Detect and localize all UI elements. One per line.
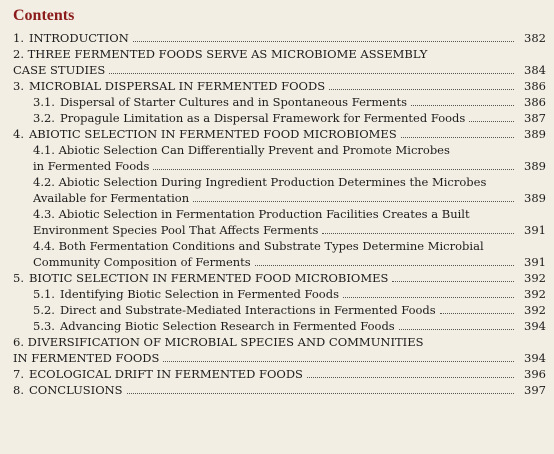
entry-page: 397 xyxy=(524,383,546,397)
entry-number: 4.4. xyxy=(33,239,55,253)
entry-title: Advancing Biotic Selection Research in Fermented Foods xyxy=(59,319,395,333)
entry-page: 382 xyxy=(524,31,546,45)
dot-leader xyxy=(343,297,514,298)
entry-number: 2. xyxy=(13,47,24,61)
entry-number: 4.2. xyxy=(33,175,55,189)
entry-title: Dispersal of Starter Cultures and in Spontaneous Ferments xyxy=(59,95,408,109)
entry-page: 391 xyxy=(524,223,546,237)
entry-number: 5.1. xyxy=(33,287,55,301)
entry-title: CONCLUSIONS xyxy=(28,383,123,397)
entry-title: Both Fermentation Conditions and Substrate Types Determine Microbial xyxy=(58,239,484,253)
dot-leader xyxy=(440,313,514,314)
entry-page: 389 xyxy=(524,127,546,141)
entry-title-continued: Available for Fermentation xyxy=(33,191,190,205)
toc-entry-8[interactable] xyxy=(13,382,546,398)
toc-entry-6-line2[interactable] xyxy=(13,350,546,366)
dot-leader xyxy=(193,201,514,202)
dot-leader xyxy=(307,377,514,378)
entry-number: 6. xyxy=(13,335,24,349)
entry-title: BIOTIC SELECTION IN FERMENTED FOOD MICROBIOMES xyxy=(28,271,389,285)
toc-entry-4-4-line1[interactable] xyxy=(13,238,546,254)
entry-title: THREE FERMENTED FOODS SERVE AS MICROBIOME ASSEMBLY xyxy=(27,47,428,61)
toc-entry-3-2[interactable] xyxy=(13,110,546,126)
toc-entry-4-1-line2[interactable] xyxy=(13,158,546,174)
toc-entry-7[interactable] xyxy=(13,366,546,382)
entry-page: 391 xyxy=(524,255,546,269)
entry-title: Direct and Substrate-Mediated Interactions in Fermented Foods xyxy=(59,303,436,317)
entry-page: 387 xyxy=(524,111,546,125)
toc-entry-4-1-line1[interactable] xyxy=(13,142,546,158)
entry-title-continued: Environment Species Pool That Affects Ferments xyxy=(33,223,319,237)
toc-entry-5[interactable] xyxy=(13,270,546,286)
dot-leader xyxy=(153,169,514,170)
entry-number: 7. xyxy=(13,367,24,381)
toc-entry-4-4-line2[interactable] xyxy=(13,254,546,270)
toc-entry-1[interactable] xyxy=(13,30,546,46)
toc-entry-2-line1[interactable] xyxy=(13,46,546,62)
toc-entry-4-3-line2[interactable] xyxy=(13,222,546,238)
dot-leader xyxy=(329,89,514,90)
dot-leader xyxy=(109,73,514,74)
entry-page: 394 xyxy=(524,351,546,365)
toc-entry-4-2-line2[interactable] xyxy=(13,190,546,206)
toc-entry-6-line1[interactable] xyxy=(13,334,546,350)
toc-entry-4[interactable] xyxy=(13,126,546,142)
dot-leader xyxy=(401,137,514,138)
entry-page: 389 xyxy=(524,191,546,205)
toc-entry-2-line2[interactable] xyxy=(13,62,546,78)
entry-number: 1. xyxy=(13,31,24,45)
entry-title: Identifying Biotic Selection in Fermented Foods xyxy=(59,287,339,301)
entry-title-continued: IN FERMENTED FOODS xyxy=(13,351,160,365)
entry-number: 3.1. xyxy=(33,95,55,109)
toc-entry-5-1[interactable] xyxy=(13,286,546,302)
dot-leader xyxy=(163,361,514,362)
entry-number: 4.1. xyxy=(33,143,55,157)
entry-title: Abiotic Selection During Ingredient Production Determines the Microbes xyxy=(58,175,487,189)
entry-number: 4. xyxy=(13,127,24,141)
entry-number: 4.3. xyxy=(33,207,55,221)
entry-title: DIVERSIFICATION OF MICROBIAL SPECIES AND COMMUNITIES xyxy=(27,335,424,349)
entry-title: Propagule Limitation as a Dispersal Framework for Fermented Foods xyxy=(59,111,466,125)
dot-leader xyxy=(469,121,514,122)
entry-page: 389 xyxy=(524,159,546,173)
dot-leader xyxy=(399,329,514,330)
dot-leader xyxy=(322,233,514,234)
entry-page: 394 xyxy=(524,319,546,333)
entry-number: 3.2. xyxy=(33,111,55,125)
dot-leader xyxy=(411,105,514,106)
entry-title: MICROBIAL DISPERSAL IN FERMENTED FOODS xyxy=(28,79,326,93)
entry-number: 5.3. xyxy=(33,319,55,333)
dot-leader xyxy=(133,41,514,42)
toc-entry-3-1[interactable] xyxy=(13,94,546,110)
toc-entry-4-3-line1[interactable] xyxy=(13,206,546,222)
entry-title: ECOLOGICAL DRIFT IN FERMENTED FOODS xyxy=(28,367,303,381)
dot-leader xyxy=(127,393,514,394)
entry-page: 386 xyxy=(524,79,546,93)
entry-title: INTRODUCTION xyxy=(28,31,129,45)
dot-leader xyxy=(255,265,514,266)
entry-number: 8. xyxy=(13,383,24,397)
entry-title-continued: CASE STUDIES xyxy=(13,63,106,77)
entry-number: 5.2. xyxy=(33,303,55,317)
entry-page: 386 xyxy=(524,95,546,109)
entry-title: ABIOTIC SELECTION IN FERMENTED FOOD MICROBIOMES xyxy=(28,127,397,141)
entry-page: 384 xyxy=(524,63,546,77)
toc-entry-5-2[interactable] xyxy=(13,302,546,318)
entry-page: 392 xyxy=(524,303,546,317)
toc-entry-3[interactable] xyxy=(13,78,546,94)
entry-number: 3. xyxy=(13,79,24,93)
entry-number: 5. xyxy=(13,271,24,285)
entry-title: Abiotic Selection in Fermentation Production Facilities Creates a Built xyxy=(58,207,470,221)
entry-title: Abiotic Selection Can Differentially Prevent and Promote Microbes xyxy=(58,143,450,157)
contents-heading: Contents xyxy=(13,7,75,24)
entry-page: 392 xyxy=(524,287,546,301)
toc-entry-4-2-line1[interactable] xyxy=(13,174,546,190)
entry-title-continued: in Fermented Foods xyxy=(33,159,150,173)
entry-page: 396 xyxy=(524,367,546,381)
entry-title-continued: Community Composition of Ferments xyxy=(33,255,251,269)
entry-page: 392 xyxy=(524,271,546,285)
toc-entry-5-3[interactable] xyxy=(13,318,546,334)
dot-leader xyxy=(392,281,514,282)
